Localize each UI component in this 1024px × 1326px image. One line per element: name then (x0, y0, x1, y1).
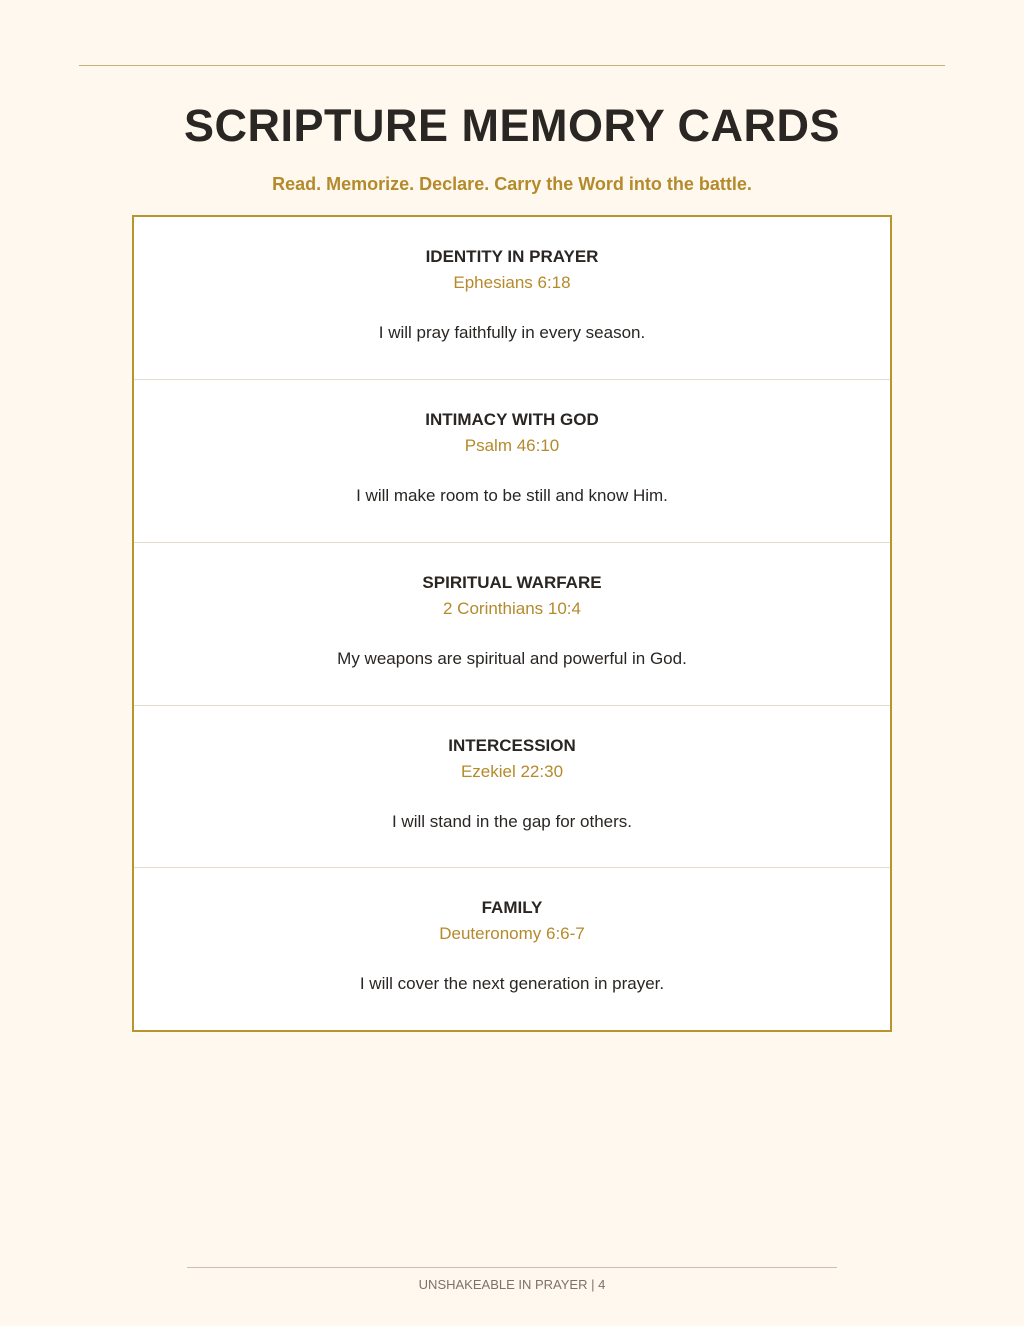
memory-card (134, 867, 890, 1030)
card-theme: FAMILY (481, 898, 543, 917)
card-declaration: I will stand in the gap for others. (391, 812, 633, 831)
card-theme: IDENTITY IN PRAYER (425, 247, 599, 266)
memory-card (134, 217, 890, 379)
card-scripture-reference: Deuteronomy 6:6-7 (439, 924, 585, 943)
card-scripture-reference: 2 Corinthians 10:4 (443, 599, 581, 618)
card-theme: INTERCESSION (448, 736, 576, 755)
page-title: SCRIPTURE MEMORY CARDS (183, 100, 841, 151)
card-scripture-reference: Ephesians 6:18 (453, 273, 571, 292)
card-scripture-reference: Ezekiel 22:30 (460, 762, 564, 781)
card-declaration: I will pray faithfully in every season. (378, 323, 646, 342)
top-divider (79, 65, 945, 66)
card-declaration: I will make room to be still and know Him. (356, 486, 668, 505)
memory-cards-panel (132, 215, 892, 1032)
card-theme: INTIMACY WITH GOD (425, 410, 599, 429)
memory-card (134, 705, 890, 868)
memory-card (134, 542, 890, 705)
footer-page-label: UNSHAKEABLE IN PRAYER | 4 (418, 1277, 606, 1292)
card-declaration: I will cover the next generation in prayer. (359, 974, 665, 993)
footer-divider (187, 1267, 837, 1268)
card-scripture-reference: Psalm 46:10 (464, 436, 560, 455)
memory-card (134, 379, 890, 542)
page-subtitle: Read. Memorize. Declare. Carry the Word into the battle. (272, 174, 752, 194)
card-theme: SPIRITUAL WARFARE (422, 573, 602, 592)
card-declaration: My weapons are spiritual and powerful in God. (337, 649, 687, 668)
